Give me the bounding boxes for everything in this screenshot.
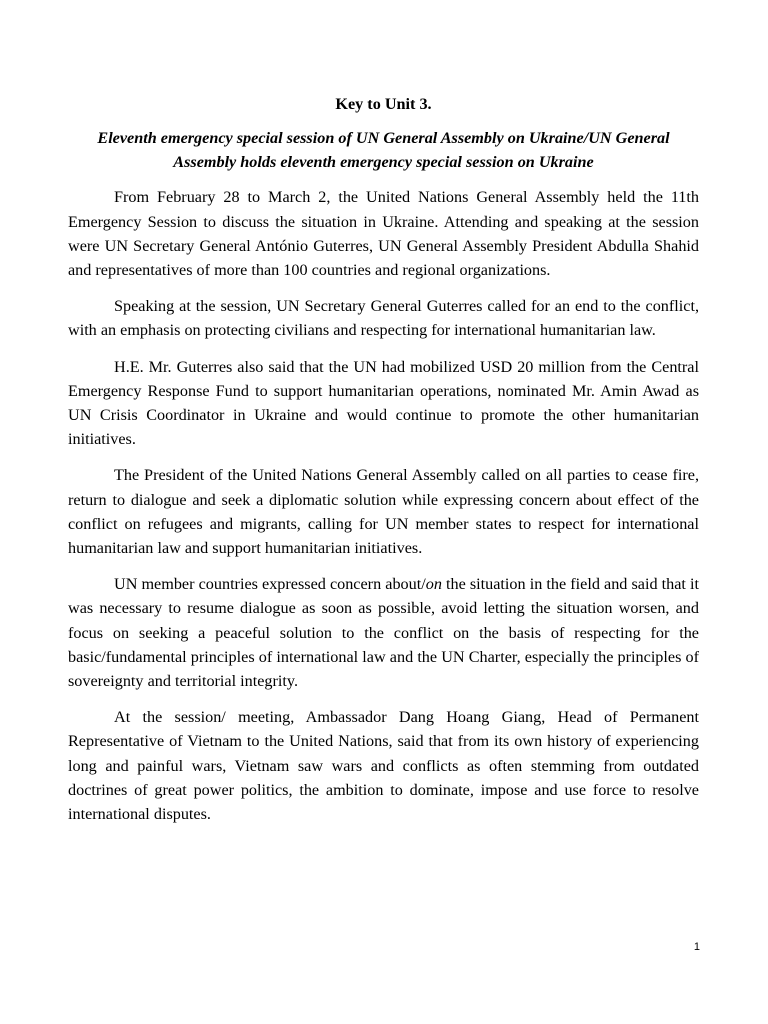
paragraph-guterres-speech: Speaking at the session, UN Secretary General Guterres called for an end to the conflict, with an emphasis on protecting civilians and respecting for international humanitarian law. bbox=[68, 297, 699, 340]
page-number: 1 bbox=[693, 941, 700, 953]
paragraph-guterres-funding: H.E. Mr. Guterres also said that the UN had mobilized USD 20 million from the Central Emergency Response Fund to support humanitarian operations, nominated Mr. Amin Awad as UN Crisis Coordinator in Ukraine and would continue to promote the other humanitarian initiatives. bbox=[68, 357, 699, 449]
document-subtitle: Eleventh emergency special session of UN General Assembly on Ukraine/UN General Assembly holds eleventh emergency special session on Ukraine bbox=[97, 129, 670, 172]
paragraph-assembly-president: The President of the United Nations General Assembly called on all parties to cease fire, return to dialogue and seek a diplomatic solution while expressing concern about effect of the conflict on refugees and migrants, calling for UN member states to respect for international humanitarian law and support humanitarian initiatives. bbox=[68, 466, 699, 558]
paragraph-text-before: UN member countries expressed concern about/ bbox=[114, 575, 426, 594]
paragraph-member-countries bbox=[68, 572, 699, 693]
document-title: Key to Unit 3. bbox=[335, 95, 432, 113]
paragraph-text-italic: on bbox=[425, 575, 442, 594]
paragraph-vietnam-ambassador: At the session/ meeting, Ambassador Dang Hoang Giang, Head of Permanent Representative of Vietnam to the United Nations, said that from its own history of experiencing long and painful wars, Vietnam saw wars and conflicts as often stemming from outdated doctrines of great power politics, the ambition to dominate, impose and use force to resolve international disputes. bbox=[68, 708, 699, 824]
paragraph-session-overview: From February 28 to March 2, the United Nations General Assembly held the 11th Emergency Session to discuss the situation in Ukraine. Attending and speaking at the session were UN Secretary General António Guterres, UN General Assembly President Abdulla Shahid and representatives of more than 100 countries and regional organizations. bbox=[68, 188, 699, 280]
paragraph-text-after: the situation in the field and said that it was necessary to resume dialogue as soon as possible, avoid letting the situation worsen, and focus on seeking a peaceful solution to the conflict on the basis of respecting for the basic/fundamental principles of international law and the UN Charter, especially the principles of sovereignty and territorial integrity. bbox=[68, 575, 699, 691]
document-page bbox=[68, 92, 699, 826]
